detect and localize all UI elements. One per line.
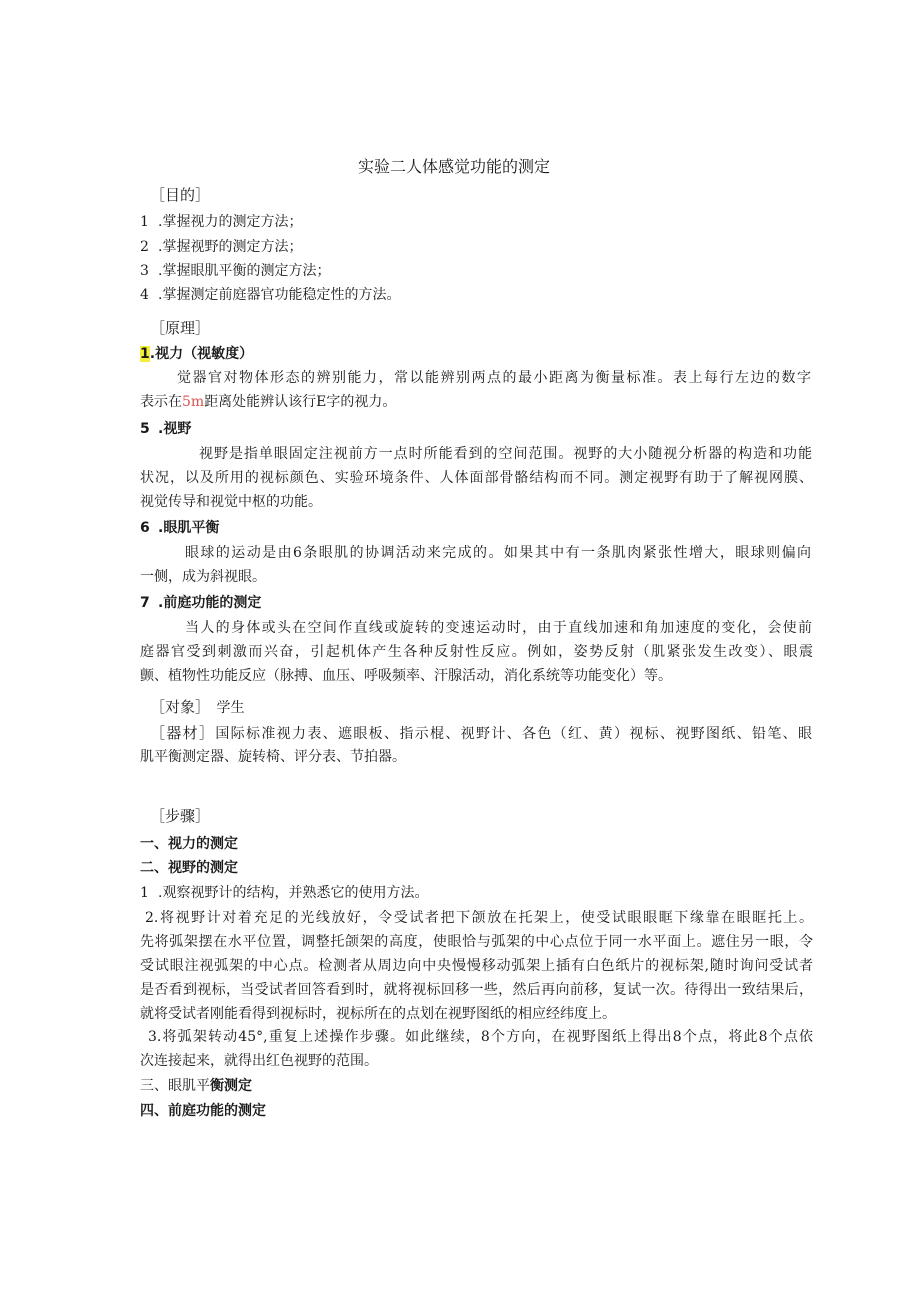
purpose-item-2-num: 2 (140, 239, 149, 255)
steps-p2-num: 2 (145, 910, 154, 926)
steps-p2-line-5: 就将受试者刚能看得到视标时，视标所在的点划在视野图纸的相应经纬度上。 (140, 1006, 616, 1022)
principle-s2-title-text: .视野 (158, 421, 192, 437)
object-text: 学生 (216, 700, 245, 716)
purpose-item-1-text: .掌握视力的测定方法； (158, 214, 303, 230)
principle-s2-line-3: 视觉传导和视觉中枢的功能。 (140, 494, 322, 510)
principle-s1-title-text: .视力（视敏度） (149, 346, 254, 362)
steps-p2-line-4: 是否看到视标，当受试者回答看到时，就将视标回移一些，然后再向前移，复试一次。待得出一致结果后， (140, 982, 813, 998)
steps-h4: 四、前庭功能的测定 (140, 1103, 266, 1119)
purpose-item-4 (140, 285, 400, 305)
steps-p3-num: 3 (148, 1029, 157, 1045)
principle-s3-num: 6 (140, 520, 150, 536)
principle-s2-line-2: 状况，以及所用的视标颜色、实验环境条件、人体面部骨骼结构而不同。测定视野有助于了解视网膜、 (140, 470, 813, 486)
object-heading: ［对象］ (150, 698, 211, 716)
principle-s1-title (140, 344, 253, 364)
steps-p1 (140, 883, 428, 903)
object-line (150, 697, 244, 718)
principle-s3-title-text: .眼肌平衡 (158, 520, 220, 536)
steps-p2-line-2: 先将弧架摆在水平位置，调整托颌架的高度，使眼恰与弧架的中心点位于同一水平面上。遮住另一眼，令 (140, 934, 813, 950)
principle-s4-title (140, 593, 261, 613)
purpose-item-4-text: .掌握测定前庭器官功能稳定性的方法。 (158, 287, 401, 303)
purpose-item-2-text: .掌握视野的测定方法； (158, 239, 303, 255)
principle-s2-title (140, 419, 191, 439)
principle-s1-line-2-post: 距离处能辨认该行E字的视力。 (204, 394, 397, 410)
page-title: 实验二人体感觉功能的测定 (358, 157, 551, 176)
purpose-item-4-num: 4 (140, 287, 149, 303)
purpose-item-2 (140, 237, 302, 257)
steps-h3 (140, 1076, 252, 1096)
steps-p3-first: .将弧架转动45°,重复上述操作步骤。如此继续，8个方向，在视野图纸上得出8个点，将此8个点依 (156, 1029, 813, 1045)
principle-s3-line-1: 眼球的运动是由6条眼肌的协调活动来完成的。如果其中有一条肌肉紧张性增大，眼球则偏向 (185, 545, 811, 561)
principle-heading: ［原理］ (150, 319, 211, 337)
steps-h1: 一、视力的测定 (140, 836, 238, 852)
purpose-item-1 (140, 212, 302, 232)
principle-s4-line-2: 庭器官受到刺激而兴奋，引起机体产生各种反射性反应。例如，姿势反射（肌紧张发生改变）、眼震 (140, 644, 813, 660)
steps-p2-line-1 (145, 908, 813, 928)
steps-p1-num: 1 (140, 885, 149, 901)
purpose-heading: ［目的］ (150, 186, 211, 204)
principle-s4-line-1: 当人的身体或头在空间作直线或旋转的变速运动时，由于直线加速和角加速度的变化，会使前 (185, 620, 812, 636)
equipment-text-1: 国际标准视力表、遮眼板、指示棍、视野计、各色（红、黄）视标、视野图纸、铅笔、眼 (215, 726, 812, 742)
principle-s1-line-2-pre: 表示在 (140, 394, 182, 410)
principle-s3-title (140, 518, 219, 538)
purpose-item-3-num: 3 (140, 263, 149, 279)
steps-heading: ［步骤］ (150, 807, 211, 825)
steps-p2-line-3: 受试眼注视弧架的中心点。检测者从周边向中央慢慢移动弧架上插有白色纸片的视标架,随时询问受试者 (140, 958, 813, 974)
principle-s1-line-1: 觉器官对物体形态的辨别能力，常以能辨别两点的最小距离为衡量标准。表上每行左边的数字 (177, 370, 811, 386)
equipment-heading: ［器材］ (150, 724, 216, 742)
principle-s4-line-3: 颤、植物性功能反应（脉搏、血压、呼吸频率、汗腺活动，消化系统等功能变化）等。 (140, 668, 672, 684)
purpose-item-1-num: 1 (140, 214, 149, 230)
equipment-line-1 (150, 723, 812, 744)
steps-p3-line-1 (148, 1027, 813, 1047)
principle-s4-title-text: .前庭功能的测定 (158, 595, 262, 611)
principle-s2-line-1: 视野是指单眼固定注视前方一点时所能看到的空间范围。视野的大小随视分析器的构造和功能 (199, 446, 812, 462)
purpose-item-3 (140, 261, 330, 281)
principle-s2-num: 5 (140, 421, 150, 437)
principle-s4-num: 7 (140, 595, 150, 611)
steps-h3-pre: 三、眼肌平 (140, 1078, 210, 1094)
principle-s3-line-2: 一侧，成为斜视眼。 (140, 569, 266, 585)
steps-p3-line-2: 次连接起来，就得出红色视野的范围。 (140, 1053, 378, 1069)
steps-h3-bold: 衡测定 (210, 1078, 252, 1094)
distance-value: 5m (182, 394, 205, 410)
purpose-item-3-text: .掌握眼肌平衡的测定方法； (158, 263, 331, 279)
equipment-line-2: 肌平衡测定器、旋转椅、评分表、节拍器。 (140, 749, 406, 765)
principle-s1-line-2 (140, 392, 396, 412)
steps-h2: 二、视野的测定 (140, 860, 238, 876)
steps-p1-text: .观察视野计的结构，并熟悉它的使用方法。 (158, 885, 429, 901)
principle-s1-num: 1 (140, 346, 150, 362)
steps-p2-first: .将视野计对着充足的光线放好，令受试者把下颌放在托架上，使受试眼眼眶下缘靠在眼眶托上。 (153, 910, 813, 926)
